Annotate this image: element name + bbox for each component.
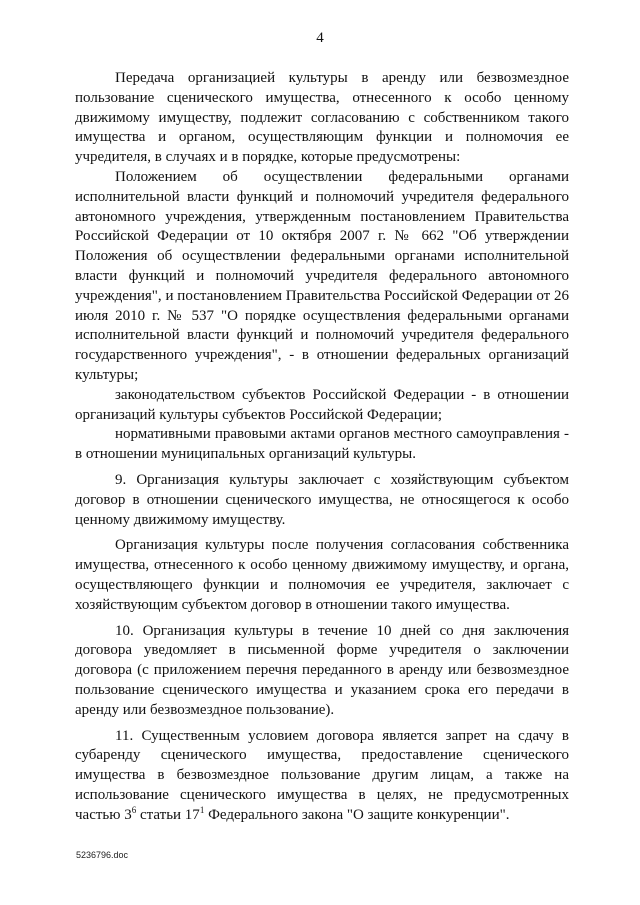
- paragraph: нормативными правовыми актами органов местного самоуправления - в отношении муниципальных организаций культуры.: [75, 426, 569, 463]
- superscript: 6: [131, 804, 137, 815]
- paragraph: Передача организацией культуры в аренду или безвозмездное пользование сценического имущества, отнесенного к особо ценному движимому имуществу, подлежит согласованию с собственником такого имущества и органом, осуществляющим функции и полномочия ее учредителя, в случаях и в порядке, которые предусмотрены:: [75, 70, 569, 166]
- paragraph: Организация культуры после получения согласования собственника имущества, отнесенного к особо ценному движимому имуществу, и органа, осуществляющего функции и полномочия ее учредителя, заключает с хозяйствующим субъектом договор в отношении такого имущества.: [75, 537, 569, 613]
- paragraph-text: 11. Существенным условием договора является запрет на сдачу в субаренду сценического имущества, предоставление сценического имущества в безвозмездное пользование другим лицам, а также на использование сценического имущества в целях, не предусмотренных частью 3: [75, 727, 569, 823]
- paragraph: [75, 727, 569, 826]
- paragraph: 9. Организация культуры заключает с хозяйствующим субъектом договор в отношении сценического имущества, не относящегося к особо ценному движимому имуществу.: [75, 471, 569, 528]
- paragraph: 10. Организация культуры в течение 10 дней со дня заключения договора уведомляет в письменной форме учредителя о заключении договора (с приложением перечня переданного в аренду или безвозмездное пользование сценического имущества и указанием срока его передачи в аренду или безвозмездное пользование).: [75, 622, 569, 718]
- paragraph-text: статьи 17: [136, 806, 200, 823]
- paragraph: законодательством субъектов Российской Федерации - в отношении организаций культуры субъектов Российской Федерации;: [75, 386, 569, 423]
- footer-filename: 5236796.doc: [76, 850, 129, 860]
- page-number: 4: [316, 30, 324, 46]
- paragraph-text: Федерального закона "О защите конкуренции".: [204, 806, 510, 823]
- paragraph: Положением об осуществлении федеральными органами исполнительной власти функций и полномочий учредителя федерального автономного учреждения, утвержденным постановлением Правительства Российской Федерации от 10 октября 2007 г. № 662 "Об утверждении Положения об осуществлении федеральными органами исполнительной власти функций и полномочий учредителя федерального автономного учреждения", и постановлением Правительства Российской Федерации от 26 июля 2010 г. № 537 "О порядке осуществления федеральными органами исполнительной власти функций и полномочий учредителя федерального государственного учреждения", - в отношении федеральных организаций культуры;: [75, 168, 569, 383]
- superscript: 1: [199, 804, 205, 815]
- document-body: [75, 69, 569, 831]
